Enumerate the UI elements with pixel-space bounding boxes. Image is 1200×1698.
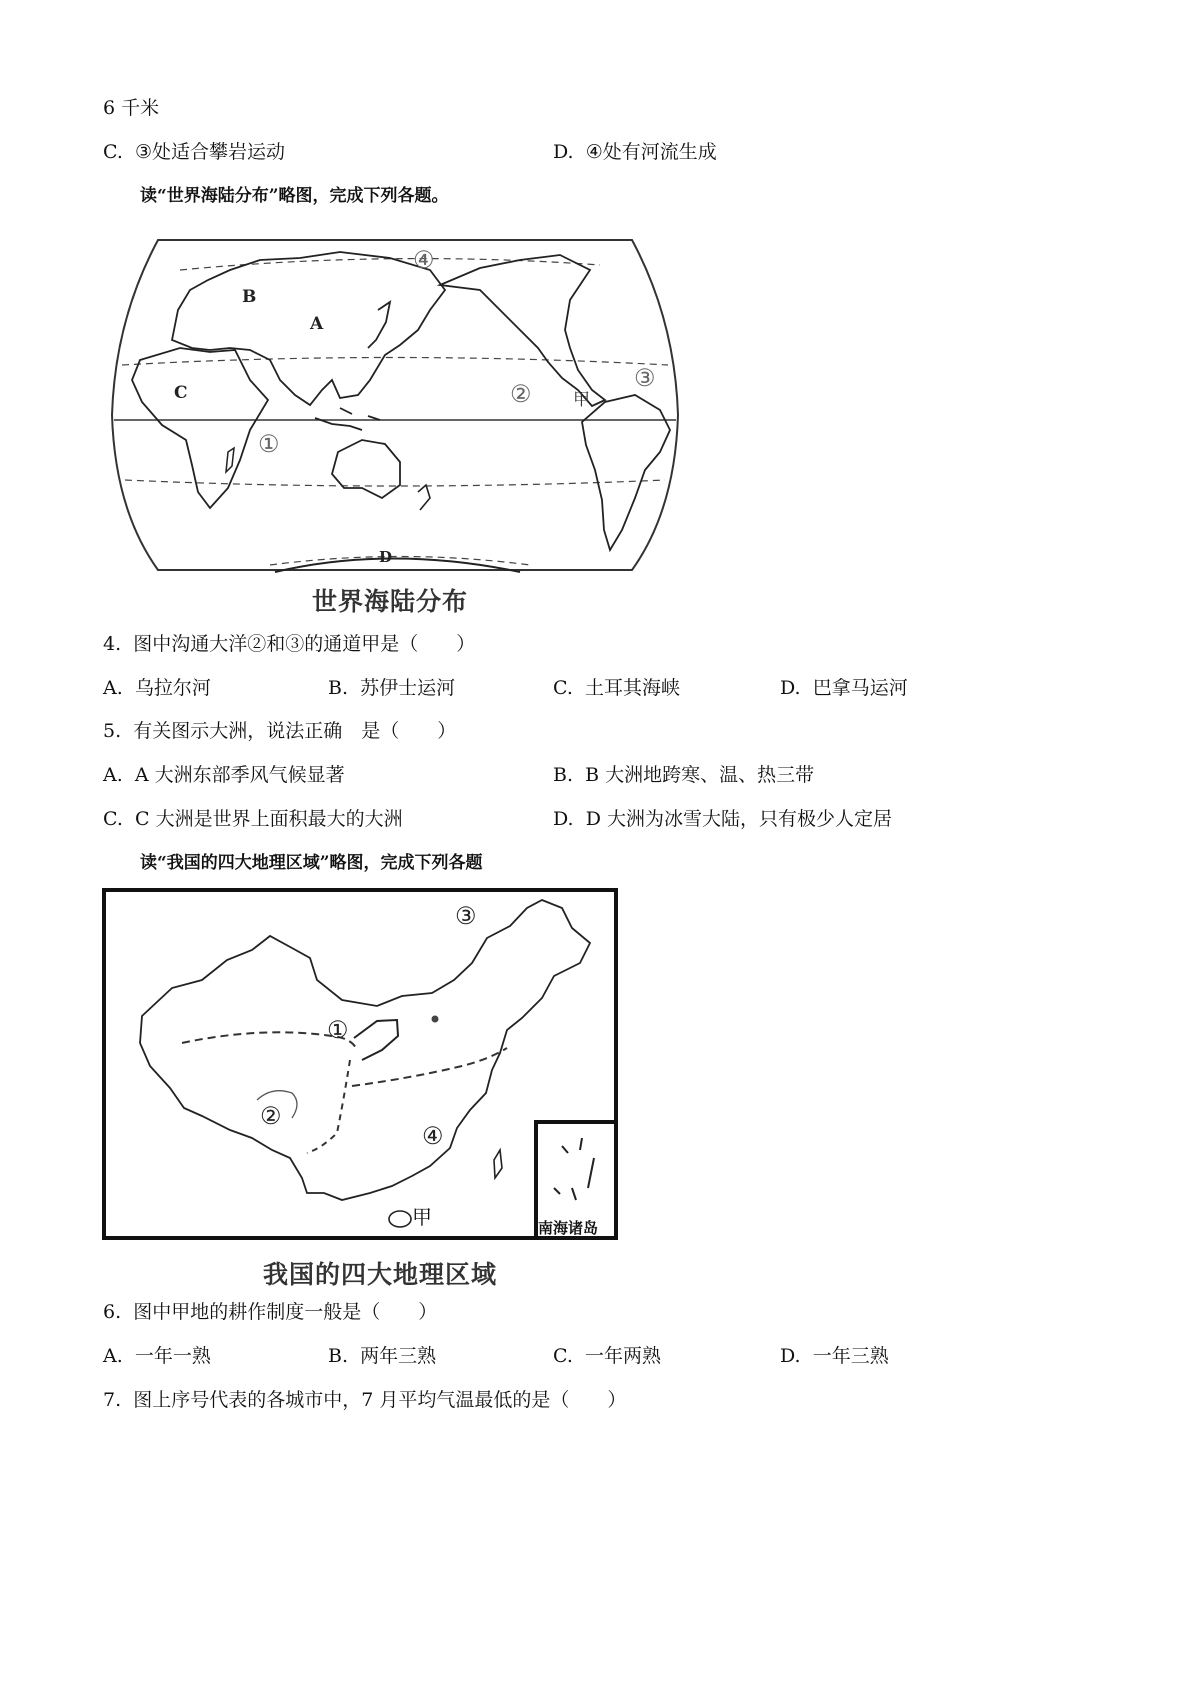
china-map-figure <box>102 888 618 1240</box>
q5-option-c: C. C 大洲是世界上面积最大的大洲 <box>103 808 403 830</box>
australia-outline <box>332 440 400 498</box>
label-jia: 甲 <box>573 390 590 410</box>
intro-world-map: 读“世界海陆分布”略图，完成下列各题。 <box>140 186 449 206</box>
region-marker-4: ④ <box>422 1122 444 1150</box>
japan-outline <box>368 302 390 348</box>
q5-option-d: D. D 大洲为冰雪大陆，只有极少人定居 <box>553 808 892 830</box>
q6-option-a: A. 一年一熟 <box>103 1345 211 1367</box>
q4-option-b: B. 苏伊士运河 <box>328 677 456 699</box>
region-marker-1: ① <box>327 1016 349 1044</box>
region-marker-3: ③ <box>455 902 477 930</box>
q6-option-c: C. 一年两熟 <box>553 1345 662 1367</box>
region-marker-2: ② <box>260 1102 282 1130</box>
q6-option-d: D. 一年三熟 <box>780 1345 889 1367</box>
madagascar-outline <box>226 448 234 472</box>
q6-option-b: B. 两年三熟 <box>328 1345 437 1367</box>
previous-answer-fragment: 6 千米 <box>103 97 160 119</box>
q6-stem: 6. 图中甲地的耕作制度一般是（ ） <box>103 1301 438 1323</box>
tropic-north <box>122 358 668 366</box>
q5-stem: 5. 有关图示大洲，说法正确 是（ ） <box>103 720 457 742</box>
label-c: C <box>174 383 188 403</box>
label-b: B <box>242 287 257 307</box>
ocean-marker-4: ④ <box>413 246 435 274</box>
arctic-circle <box>180 259 600 270</box>
label-jia: 甲 <box>412 1205 432 1229</box>
china-map-caption: 我国的四大地理区域 <box>263 1260 498 1289</box>
label-d: D <box>379 548 393 566</box>
intro-china-map: 读“我国的四大地理区域”略图，完成下列各题 <box>140 853 483 873</box>
q5-option-b: B. B 大洲地跨寒、温、热三带 <box>553 764 815 786</box>
prev-option-c: C. ③处适合攀岩运动 <box>103 141 286 163</box>
q7-stem: 7. 图上序号代表的各城市中，7 月平均气温最低的是（ ） <box>103 1389 627 1411</box>
q4-option-a: A. 乌拉尔河 <box>103 677 211 699</box>
tropic-south <box>125 480 665 486</box>
city-dot <box>432 1016 439 1023</box>
ocean-marker-2: ② <box>510 380 532 408</box>
islands-outline <box>315 408 380 430</box>
eurasia-outline <box>172 252 445 405</box>
new-zealand-outline <box>418 485 430 510</box>
world-map-figure <box>100 230 690 580</box>
ocean-marker-1: ① <box>258 430 280 458</box>
inset-label: 南海诸岛 <box>538 1219 599 1237</box>
ocean-marker-3: ③ <box>634 364 656 392</box>
q4-stem: 4. 图中沟通大洋②和③的通道甲是（ ） <box>103 633 476 655</box>
label-a: A <box>310 314 324 334</box>
prev-option-d: D. ④处有河流生成 <box>553 141 717 163</box>
q4-option-d: D. 巴拿马运河 <box>780 677 908 699</box>
world-map-caption: 世界海陆分布 <box>312 587 469 616</box>
q5-option-a: A. A 大洲东部季风气候显著 <box>103 764 345 786</box>
q4-option-c: C. 土耳其海峡 <box>553 677 681 699</box>
